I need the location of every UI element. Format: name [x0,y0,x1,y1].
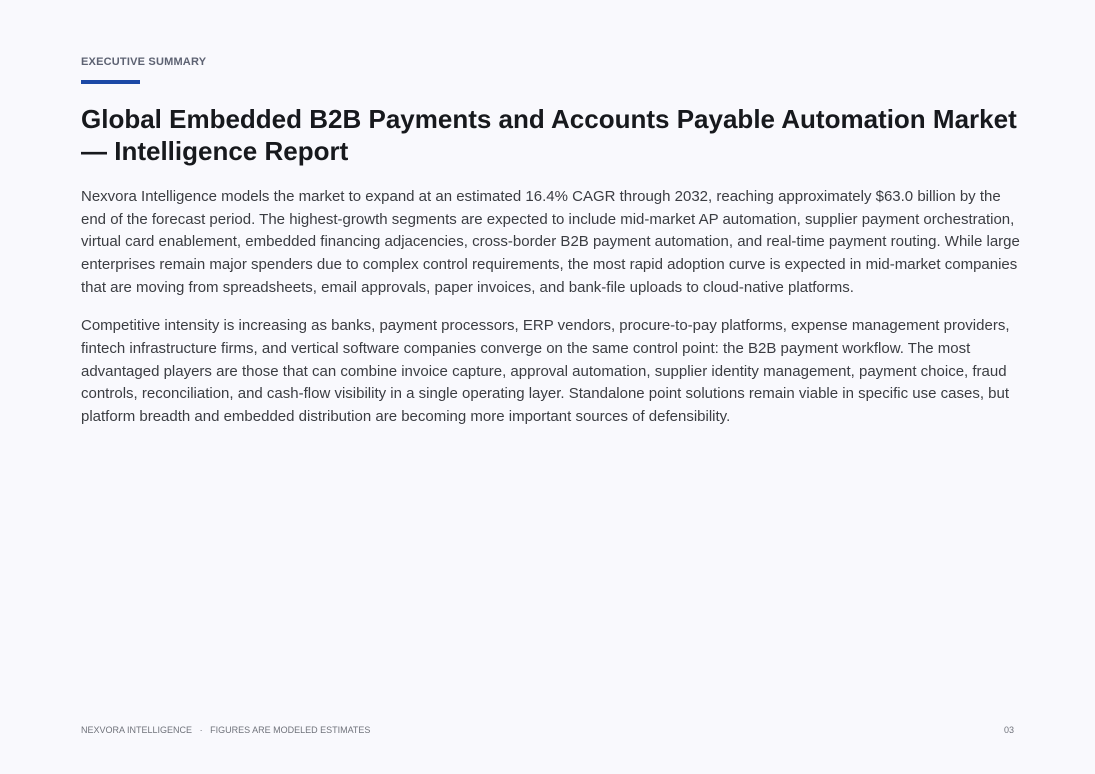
report-title: Global Embedded B2B Payments and Accounts Payable Automation Market — Intelligence Report [81,104,1017,166]
executive-summary-body [81,186,1021,429]
page-number: 03 [1003,725,1014,735]
section-label: EXECUTIVE SUMMARY [81,56,207,68]
footer-separator: · [199,725,203,735]
footer-brand: NEXVORA INTELLIGENCE [81,725,193,735]
summary-paragraph-market-outlook: Nexvora Intelligence models the market to expand at an estimated 16.4% CAGR through 2032, reaching approximately $63.0 billion by the end of the forecast period. The highest-growth segments are expected to include mid-market AP automation, supplier payment orchestration, virtual card enablement, embedded financing adjacencies, cross-border B2B payment automation, and real-time payment routing. While large enterprises remain major spenders due to complex control requirements, the most rapid adoption curve is expected in mid-market companies that are moving from spreadsheets, email approvals, paper invoices, and bank-file uploads to cloud-native platforms. [81,188,1020,296]
footer-disclaimer: FIGURES ARE MODELED ESTIMATES [210,725,371,735]
summary-paragraph-competitive-landscape: Competitive intensity is increasing as banks, payment processors, ERP vendors, procure-to-pay platforms, expense management providers, fintech infrastructure firms, and vertical software companies converge on the same control point: the B2B payment workflow. The most advantaged players are those that can combine invoice capture, approval automation, supplier identity management, payment choice, fraud controls, reconciliation, and cash-flow visibility in a single operating layer. Standalone point solutions remain viable in specific use cases, but platform breadth and embedded distribution are becoming more important sources of defensibility. [81,317,1010,425]
footer-note [81,725,370,735]
section-accent-bar [81,80,140,84]
